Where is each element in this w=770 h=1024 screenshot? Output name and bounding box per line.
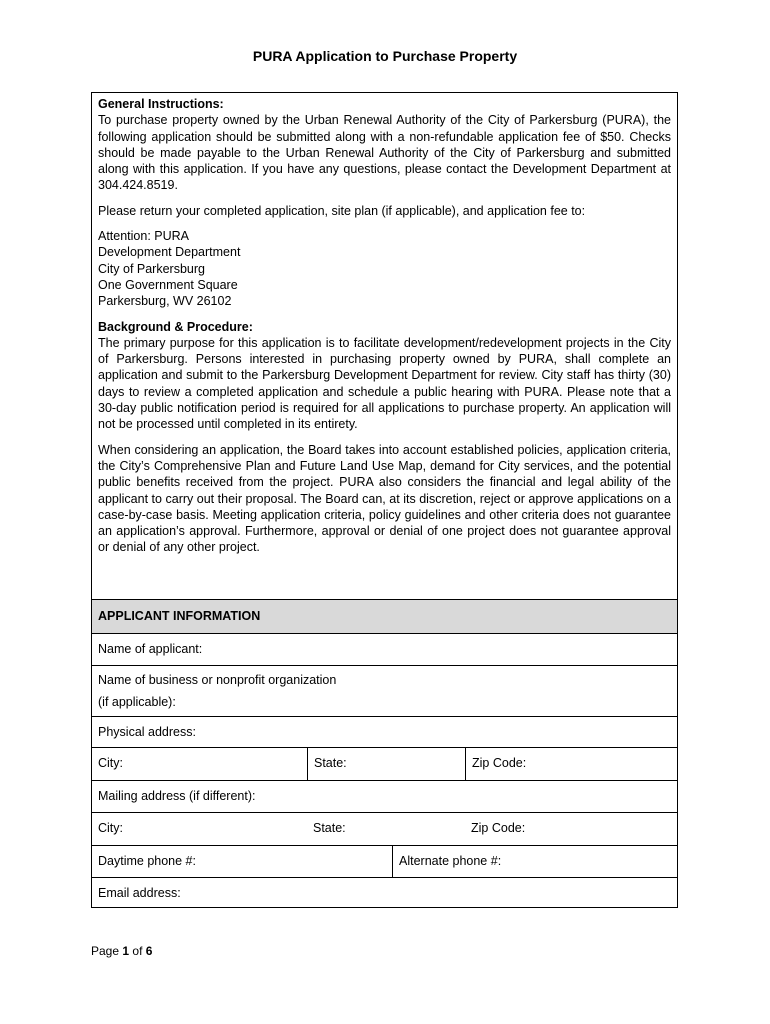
page-word: Page (91, 944, 120, 958)
email-address-label: Email address: (98, 886, 181, 900)
mailing-zip-code-label: Zip Code: (471, 821, 526, 835)
page-number (91, 944, 152, 958)
city-label: City: (98, 756, 123, 770)
background-procedure-heading: Background & Procedure: (98, 319, 253, 334)
address-line: City of Parkersburg (98, 261, 205, 276)
daytime-phone-field[interactable] (92, 846, 392, 877)
physical-address-label: Physical address: (98, 725, 196, 739)
city-state-zip-row (92, 747, 677, 780)
business-label-line-2: (if applicable): (98, 695, 176, 709)
city-field[interactable] (92, 748, 307, 780)
address-line: Parkersburg, WV 26102 (98, 294, 232, 309)
zip-code-label: Zip Code: (472, 756, 527, 770)
address-line: Development Department (98, 245, 241, 260)
applicant-name-field[interactable] (92, 633, 677, 665)
section-title: APPLICANT INFORMATION (98, 609, 261, 623)
mailing-address-field[interactable] (92, 780, 677, 812)
mailing-address-block (98, 228, 671, 309)
mailing-city-field[interactable] (92, 813, 307, 845)
page-of: of (132, 944, 143, 958)
daytime-phone-label: Daytime phone #: (98, 854, 196, 868)
background-procedure-text: The primary purpose for this application is to facilitate development/redevelopment projects in the City of Parkersburg. Persons interested in purchasing property owned by PURA, shall complete an application and submit to the Parkersburg Development Department for review. City staff has thirty (30) days to review a completed application and schedule a public hearing with PURA. Please note that a 30-day public notification period is required for all applications to purchase property. An application will not be processed until completed in its entirety. (98, 335, 671, 432)
address-line: One Government Square (98, 277, 238, 292)
page-total: 6 (145, 944, 153, 958)
state-label: State: (314, 756, 347, 770)
phone-row (92, 845, 677, 877)
return-instructions-text: Please return your completed application, site plan (if applicable), and application fee to: (98, 203, 586, 218)
mailing-state-label: State: (313, 821, 346, 835)
zip-code-field[interactable] (465, 748, 677, 780)
alternate-phone-field[interactable] (392, 846, 677, 877)
applicant-name-label: Name of applicant: (98, 642, 203, 656)
email-address-field[interactable] (92, 877, 677, 908)
mailing-zip-code-field[interactable] (465, 813, 677, 845)
business-name-label (92, 666, 677, 716)
business-name-field[interactable] (92, 665, 677, 716)
business-label-line-1: Name of business or nonprofit organization (98, 673, 337, 687)
page-current: 1 (122, 944, 130, 958)
mailing-address-label: Mailing address (if different): (98, 789, 256, 803)
mailing-city-label: City: (98, 821, 123, 835)
application-form-box (91, 92, 678, 908)
general-instructions-text: To purchase property owned by the Urban Renewal Authority of the City of Parkersburg (PURA), the following application should be submitted along with a non-refundable application fee of $50. Checks should be made payable to the Urban Renewal Authority of the City of Parkersburg and submitted along with this application. If you have any questions, please contact the Development Department at 304.424.8519. (98, 113, 671, 193)
mailing-state-field[interactable] (307, 813, 465, 845)
document-title: PURA Application to Purchase Property (252, 48, 518, 64)
instructions-section (92, 93, 677, 556)
board-considerations-text: When considering an application, the Board takes into account established policies, application criteria, the City’s Comprehensive Plan and Future Land Use Map, demand for City services, and the potential public benefits received from the project. PURA also considers the financial and legal ability of the applicant to carry out their proposal. The Board can, at its discretion, reject or approve applications on a case-by-case basis. Meeting application criteria, policy guidelines and other criteria does not guarantee an application’s approval. Furthermore, approval or denial of one project does not guarantee approval or denial of any other project. (98, 442, 671, 555)
applicant-information-header (92, 599, 677, 633)
mailing-city-state-zip-row (92, 812, 677, 845)
general-instructions-heading: General Instructions: (98, 97, 224, 111)
state-field[interactable] (307, 748, 465, 780)
alternate-phone-label: Alternate phone #: (399, 854, 502, 868)
physical-address-field[interactable] (92, 716, 677, 747)
address-line: Attention: PURA (98, 229, 190, 244)
